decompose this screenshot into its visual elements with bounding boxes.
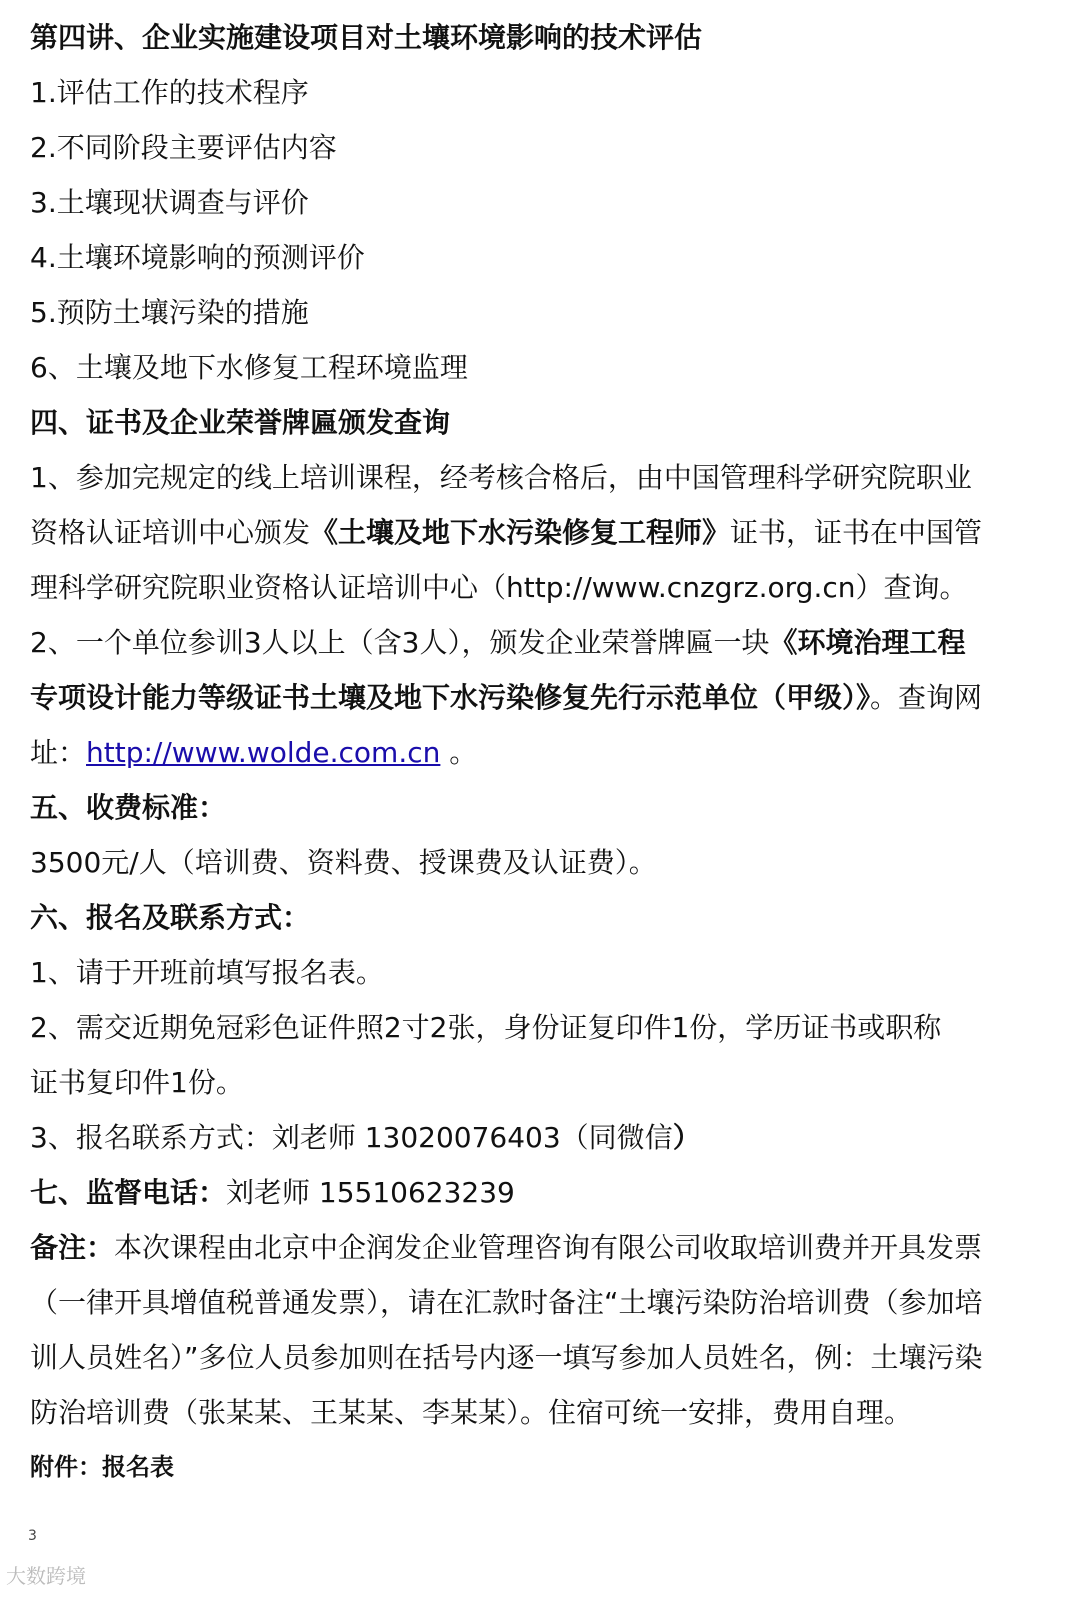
paragraph-line: 1、参加完规定的线上培训课程，经考核合格后，由中国管理科学研究院职业 (30, 461, 972, 494)
note-label: 备注： (30, 1231, 115, 1264)
paragraph-line (30, 615, 1050, 670)
text-span: 。 (440, 736, 478, 769)
attachment-label: 附件：报名表 (30, 1453, 174, 1481)
paragraph-line (30, 505, 1050, 560)
text-span: 证书，证书在中国管 (730, 516, 983, 549)
plaque-title-part: 专项设计能力等级证书土壤及地下水污染修复先行示范单位（甲级）》 (30, 681, 871, 714)
plaque-title-part: 《环境治理工程 (769, 626, 966, 659)
section-4-heading: 四、证书及企业荣誉牌匾颁发查询 (30, 406, 451, 439)
certificate-title: 《土壤及地下水污染修复工程师》 (310, 516, 731, 549)
text-span: ） (672, 1121, 701, 1154)
paragraph-line (30, 670, 1050, 725)
paragraph-line (30, 725, 1050, 780)
section-5-heading: 五、收费标准： (30, 791, 227, 824)
text-span: 资格认证培训中心颁发 (30, 516, 311, 549)
page-number: 3 (28, 1528, 37, 1544)
text-span: 本次课程由北京中企润发企业管理咨询有限公司收取培训费并开具发票 (114, 1231, 983, 1264)
text-span: 3、报名联系方式：刘老师 13020076403（同微信 (30, 1121, 673, 1154)
list-item: 2、需交近期免冠彩色证件照2寸2张，身份证复印件1份，学历证书或职称 (30, 1011, 942, 1044)
list-item: 6、土壤及地下水修复工程环境监理 (30, 351, 468, 384)
note-line (30, 1220, 1050, 1275)
fee-line: 3500元/人（培训费、资料费、授课费及认证费）。 (30, 846, 657, 879)
list-item (30, 1110, 1050, 1165)
list-item: 4.土壤环境影响的预测评价 (30, 241, 365, 274)
list-item: 1、请于开班前填写报名表。 (30, 956, 384, 989)
list-item: 3.土壤现状调查与评价 (30, 186, 309, 219)
list-item: 5.预防土壤污染的措施 (30, 296, 309, 329)
text-span: 。查询网 (870, 681, 983, 714)
text-span: 2、一个单位参训3人以上（含3人），颁发企业荣誉牌匾一块 (30, 626, 770, 659)
watermark-logo: 大数跨境 (6, 1564, 86, 1588)
section-7-heading: 七、监督电话： (30, 1176, 227, 1209)
note-line: 训人员姓名）”多位人员参加则在括号内逐一填写参加人员姓名，例：土壤污染 (30, 1341, 983, 1374)
note-line: （一律开具增值税普通发票），请在汇款时备注“土壤污染防治培训费（参加培 (30, 1286, 983, 1319)
list-item: 证书复印件1份。 (30, 1066, 244, 1099)
note-line: 防治培训费（张某某、王某某、李某某）。住宿可统一安排，费用自理。 (30, 1396, 913, 1429)
text-span: 刘老师 15510623239 (226, 1176, 515, 1209)
section-6-heading: 六、报名及联系方式： (30, 901, 311, 934)
lecture-4-heading: 第四讲、企业实施建设项目对土壤环境影响的技术评估 (30, 21, 703, 54)
supervision-line (30, 1165, 1050, 1220)
wolde-link[interactable]: http://www.wolde.com.cn (86, 736, 441, 769)
paragraph-line: 理科学研究院职业资格认证培训中心（http://www.cnzgrz.org.cn）查询。 (30, 571, 968, 604)
list-item: 1.评估工作的技术程序 (30, 76, 309, 109)
text-span: 址： (30, 736, 87, 769)
document-page (30, 10, 1050, 1495)
list-item: 2.不同阶段主要评估内容 (30, 131, 337, 164)
